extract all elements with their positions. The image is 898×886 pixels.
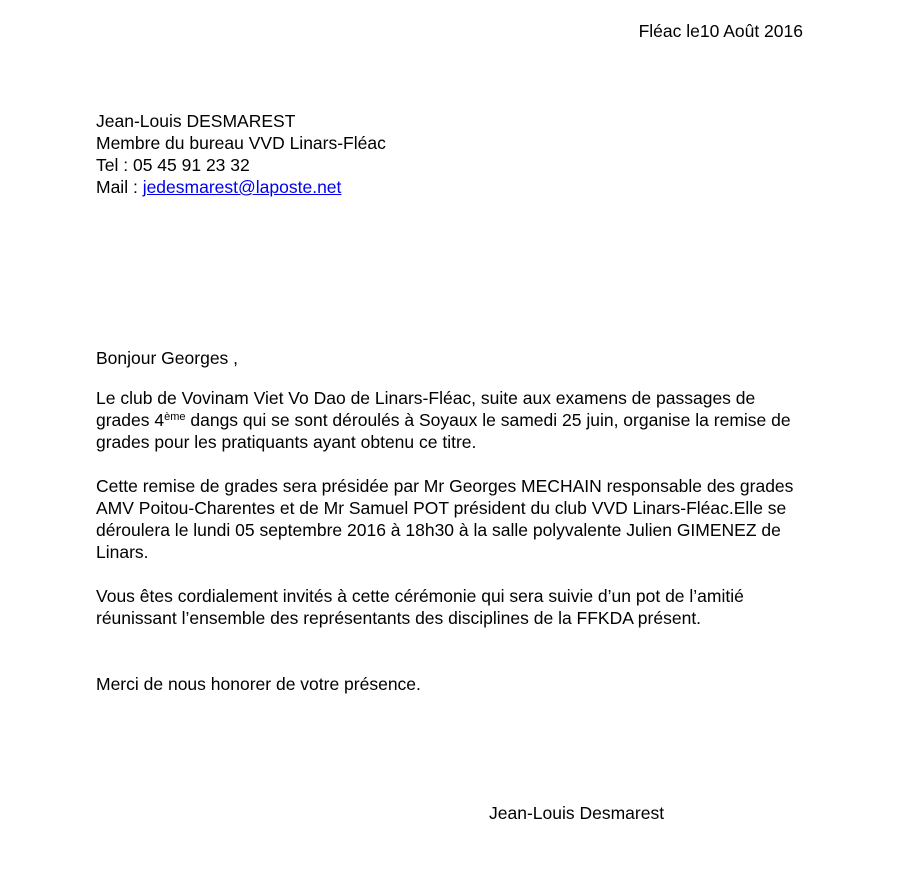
letter-body (96, 347, 811, 695)
paragraph-invitation (96, 387, 811, 453)
paragraph-invitation-end: dangs qui se sont déroulés à Soyaux le samedi 25 juin, organise la remise de grades pour les pratiquants ayant obtenu ce titre. (96, 410, 791, 452)
paragraph-ceremony: Cette remise de grades sera présidée par Mr Georges MECHAIN responsable des grades AMV Poitou-Charentes et de Mr Samuel POT président du club VVD Linars-Fléac.Elle se déroulera le lundi 05 septembre 2016 à 18h30 à la salle polyvalente Julien GIMENEZ de Linars. (96, 476, 794, 562)
sender-mail-link[interactable]: jedesmarest@laposte.net (142, 177, 342, 197)
sender-mail-line (96, 176, 386, 198)
sender-block (96, 110, 386, 198)
greeting: Bonjour Georges , (96, 348, 239, 368)
sender-mail-label: Mail : (96, 177, 143, 197)
date-line: Fléac le10 Août 2016 (638, 21, 803, 41)
paragraph-invitation-start: Le club de Vovinam Viet Vo Dao de Linars-Fléac, suite aux examens de passages de grades 4 (96, 388, 756, 430)
sender-phone: Tel : 05 45 91 23 32 (96, 155, 250, 175)
sender-role: Membre du bureau VVD Linars-Fléac (96, 133, 386, 153)
paragraph-reception: Vous êtes cordialement invités à cette cérémonie qui sera suivie d’un pot de l’amitié réunissant l’ensemble des représentants des disciplines de la FFKDA présent. (96, 586, 744, 628)
sender-name: Jean-Louis DESMAREST (96, 111, 296, 131)
paragraph-closing: Merci de nous honorer de votre présence. (96, 674, 421, 694)
signature: Jean-Louis Desmarest (489, 803, 665, 823)
ordinal-superscript: ème (164, 411, 186, 423)
